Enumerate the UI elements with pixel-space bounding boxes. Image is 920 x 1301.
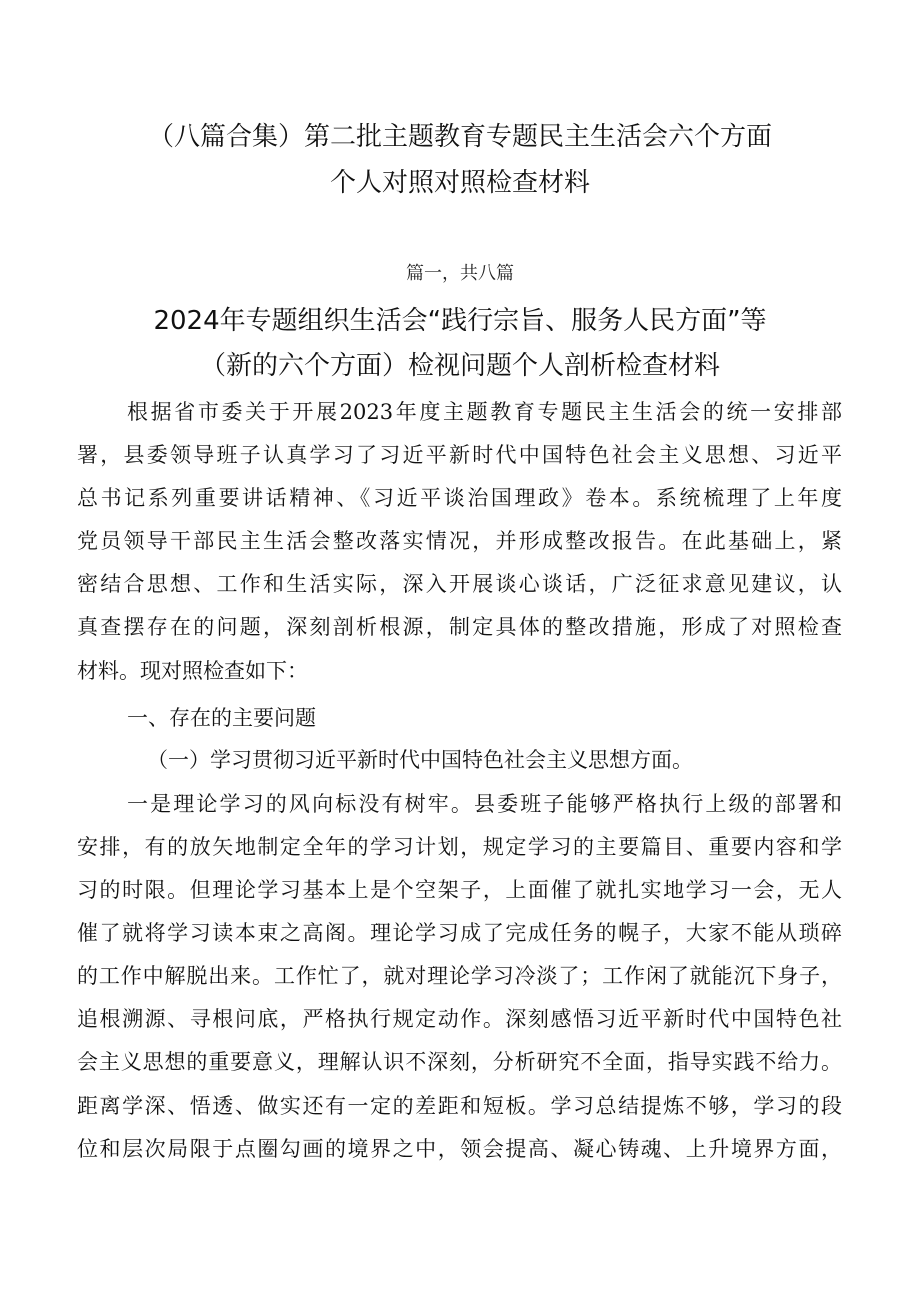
paragraph-line: 根据省市委关于开展2023年度主题教育专题民主生活会的统一安排部 [127, 400, 842, 424]
section-heading: 一、存在的主要问题 [127, 706, 316, 730]
paragraph-line: 会主义思想的重要意义，理解认识不深刻，分析研究不全面，指导实践不给力。 [77, 1050, 842, 1074]
paragraph-line: 距离学深、悟透、做实还有一定的差距和短板。学习总结提炼不够，学习的段 [77, 1094, 842, 1118]
paragraph-line: 真查摆存在的问题，深刻剖析根源，制定具体的整改措施，形成了对照检查 [77, 615, 842, 639]
paragraph-line: 催了就将学习读本束之高阁。理论学习成了完成任务的幌子，大家不能从琐碎 [77, 921, 842, 945]
subsection-heading: （一）学习贯彻习近平新时代中国特色社会主义思想方面。 [147, 748, 693, 772]
paragraph-line: 一是理论学习的风向标没有树牢。县委班子能够严格执行上级的部署和 [127, 792, 842, 816]
paragraph-line: 习的时限。但理论学习基本上是个空架子，上面催了就扎实地学习一会，无人 [77, 878, 842, 902]
paragraph-line: 的工作中解脱出来。工作忙了，就对理论学习冷淡了；工作闲了就能沉下身子， [77, 964, 842, 988]
paragraph-line: 安排，有的放矢地制定全年的学习计划，规定学习的主要篇目、重要内容和学 [77, 835, 842, 859]
paragraph-line: 密结合思想、工作和生活实际，深入开展谈心谈话，广泛征求意见建议，认 [77, 572, 842, 596]
paragraph-line: 材料。现对照检查如下： [77, 659, 308, 683]
paragraph-line: 位和层次局限于点圈勾画的境界之中，领会提高、凝心铸魂、上升境界方面， [77, 1137, 842, 1161]
paragraph-line: 总书记系列重要讲话精神、《习近平谈治国理政》卷本。系统梳理了上年度 [77, 486, 842, 510]
document-title-line2: 个人对照对照检查材料 [329, 168, 590, 198]
paragraph-line: 追根溯源、寻根问底，严格执行规定动作。深刻感悟习近平新时代中国特色社 [77, 1007, 842, 1031]
document-title-line1: （八篇合集）第二批主题教育专题民主生活会六个方面 [147, 122, 772, 152]
paragraph-line: 党员领导干部民主生活会整改落实情况，并形成整改报告。在此基础上，紧 [77, 529, 842, 553]
article-title-line2: （新的六个方面）检视问题个人剖析检查材料 [199, 351, 720, 381]
section-label: 篇一，共八篇 [406, 263, 514, 284]
paragraph-line: 署，县委领导班子认真学习了习近平新时代中国特色社会主义思想、习近平 [77, 443, 842, 467]
article-title-line1: 2024年专题组织生活会“践行宗旨、服务人民方面”等 [153, 306, 767, 336]
